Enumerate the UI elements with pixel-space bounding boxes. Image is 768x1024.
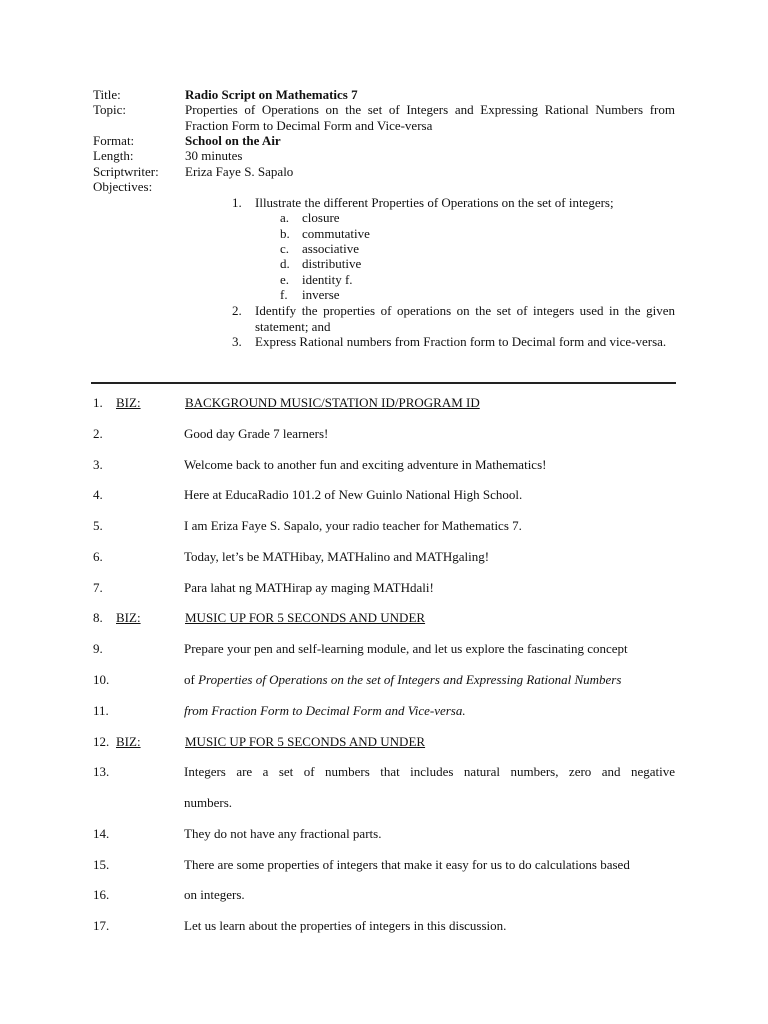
objective-text: Express Rational numbers from Fraction form to Decimal form and vice-versa. <box>255 334 667 349</box>
scriptwriter-value: Eriza Faye S. Sapalo <box>185 164 294 179</box>
line-text: Prepare your pen and self-learning module, and let us explore the fascinating concept <box>184 641 628 656</box>
sub-item-letter: d. <box>280 256 290 271</box>
line-text: on integers. <box>184 887 245 902</box>
biz-cue: MUSIC UP FOR 5 SECONDS AND UNDER <box>185 610 426 625</box>
objective-text: Illustrate the different Properties of Operations on the set of integers; <box>255 195 614 210</box>
line-number: 5. <box>93 518 103 533</box>
line-text: Good day Grade 7 learners! <box>184 426 329 441</box>
sub-item-text: identity f. <box>302 272 353 287</box>
line-text: They do not have any fractional parts. <box>184 826 382 841</box>
topic-value: Properties of Operations on the set of Integers and Expressing Rational Numbers from Fraction Form to Decimal Form and Vice-versa <box>185 102 675 133</box>
biz-label: BIZ: <box>116 610 141 625</box>
title-label: Title: <box>93 87 121 102</box>
line-text: Para lahat ng MATHirap ay maging MATHdali! <box>184 580 434 595</box>
line-text-prefix: of <box>184 672 199 687</box>
line-text: There are some properties of integers that make it easy for us to do calculations based <box>184 857 630 872</box>
objective-text: Identify the properties of operations on the set of integers used in the given statement; and <box>255 303 675 334</box>
line-number: 17. <box>93 918 110 933</box>
title-value: Radio Script on Mathematics 7 <box>185 87 358 102</box>
line-text: Let us learn about the properties of integers in this discussion. <box>184 918 507 933</box>
biz-label: BIZ: <box>116 395 141 410</box>
line-number: 9. <box>93 641 103 656</box>
line-number: 16. <box>93 887 110 902</box>
sub-item-text: distributive <box>302 256 362 271</box>
line-number: 15. <box>93 857 110 872</box>
sub-item-text: associative <box>302 241 360 256</box>
biz-label: BIZ: <box>116 734 141 749</box>
objectives-label: Objectives: <box>93 179 153 194</box>
length-label: Length: <box>93 148 134 163</box>
format-label: Format: <box>93 133 135 148</box>
sub-item-text: closure <box>302 210 340 225</box>
line-number: 6. <box>93 549 103 564</box>
line-text-italic: Properties of Operations on the set of Integers and Expressing Rational Numbers <box>198 672 622 687</box>
format-value: School on the Air <box>185 133 281 148</box>
line-number: 11. <box>93 703 109 718</box>
line-number: 3. <box>93 457 103 472</box>
length-value: 30 minutes <box>185 148 243 163</box>
objective-number: 3. <box>232 334 242 349</box>
line-text: Welcome back to another fun and exciting adventure in Mathematics! <box>184 457 547 472</box>
sub-item-letter: e. <box>280 272 290 287</box>
sub-item-letter: f. <box>280 287 288 302</box>
line-number: 13. <box>93 764 110 779</box>
line-number: 2. <box>93 426 103 441</box>
sub-item-letter: a. <box>280 210 290 225</box>
line-number: 12. <box>93 734 110 749</box>
line-number: 7. <box>93 580 103 595</box>
sub-item-letter: c. <box>280 241 290 256</box>
line-text: numbers. <box>184 795 233 810</box>
topic-label: Topic: <box>93 102 127 117</box>
scriptwriter-label: Scriptwriter: <box>93 164 159 179</box>
section-divider <box>91 382 676 384</box>
line-number: 1. <box>93 395 103 410</box>
line-text: Today, let’s be MATHibay, MATHalino and MATHgaling! <box>184 549 490 564</box>
sub-item-letter: b. <box>280 226 290 241</box>
objective-number: 2. <box>232 303 242 318</box>
sub-item-text: commutative <box>302 226 370 241</box>
line-number: 10. <box>93 672 110 687</box>
line-number: 8. <box>93 610 103 625</box>
line-text <box>184 672 675 688</box>
line-text: Here at EducaRadio 101.2 of New Guinlo National High School. <box>184 487 523 502</box>
biz-cue: BACKGROUND MUSIC/STATION ID/PROGRAM ID <box>185 395 480 410</box>
line-text: I am Eriza Faye S. Sapalo, your radio teacher for Mathematics 7. <box>184 518 522 533</box>
line-text: from Fraction Form to Decimal Form and Vice-versa. <box>184 703 466 718</box>
line-number: 14. <box>93 826 110 841</box>
line-text: Integers are a set of numbers that includes natural numbers, zero and negative <box>184 764 675 779</box>
sub-item-text: inverse <box>302 287 340 302</box>
biz-cue: MUSIC UP FOR 5 SECONDS AND UNDER <box>185 734 426 749</box>
objective-number: 1. <box>232 195 242 210</box>
line-number: 4. <box>93 487 103 502</box>
